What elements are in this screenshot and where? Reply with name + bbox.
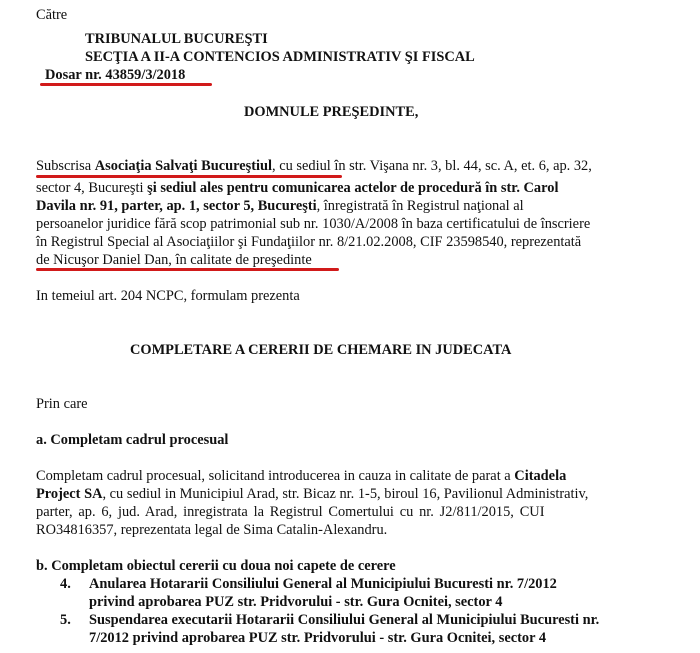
defendant-name-part1: Citadela (514, 468, 567, 484)
claim-item-5-number: 5. (60, 612, 71, 628)
salutation: DOMNULE PREŞEDINTE, (244, 104, 419, 120)
association-name: Asociaţia Salvaţi Bucureştiul (94, 158, 273, 174)
section-a-line-3: parter, ap. 6, jud. Arad, inregistrata la Registrul Comertului cu nr. J2/811/2015, CUI (36, 504, 545, 520)
representative-highlight (36, 268, 339, 271)
court-section: SECŢIA A II-A CONTENCIOS ADMINISTRATIV ŞI FISCAL (85, 49, 475, 65)
section-b-heading: b. Completam obiectul cererii cu doua noi capete de cerere (36, 558, 396, 574)
legal-basis: In temeiul art. 204 NCPC, formulam prezenta (36, 288, 300, 304)
party-line-2 (36, 179, 558, 197)
claim-item-5-line-2: 7/2012 privind aprobarea PUZ str. Pridvorului - str. Gura Ocnitei, sector 4 (89, 630, 547, 646)
party-address: , cu sediul în str. Vişana nr. 3, bl. 44, sc. A, et. 6, ap. 32, (272, 158, 592, 174)
section-a-line-1 (36, 467, 566, 485)
prin-care: Prin care (36, 396, 88, 412)
case-number: Dosar nr. 43859/3/2018 (45, 67, 186, 83)
claim-item-4-line-1: Anularea Hotararii Consiliului General al Municipiului Bucuresti nr. 7/2012 (89, 576, 557, 592)
party-sector: sector 4, Bucureşti (36, 180, 144, 196)
defendant-name-part2: Project SA (36, 486, 103, 502)
party-elected-address: Davila nr. 91, parter, ap. 1, sector 5, Bucureşti (36, 198, 317, 214)
party-intro: Subscrisa (36, 158, 92, 174)
section-a-heading: a. Completam cadrul procesual (36, 432, 229, 448)
case-number-highlight (40, 83, 212, 86)
claim-item-4-line-2: privind aprobarea PUZ str. Pridvorului - str. Gura Ocnitei, sector 4 (89, 594, 503, 610)
claim-item-4-number: 4. (60, 576, 71, 592)
section-a-line-2 (36, 485, 588, 503)
association-highlight (36, 175, 342, 178)
party-registration: , înregistrată în Registrul naţional al (316, 198, 524, 214)
document-title: COMPLETARE A CERERII DE CHEMARE IN JUDECATA (130, 342, 512, 358)
claim-item-5-line-1: Suspendarea executarii Hotararii Consiliului General al Municipiului Bucuresti nr. (89, 612, 600, 628)
party-line-1 (36, 157, 592, 175)
party-line-5: în Registrul Special al Asociaţiilor şi Fundaţiilor nr. 8/21.02.2008, CIF 23598540, reprezentată (36, 234, 582, 250)
section-a-text: Completam cadrul procesual, solicitand introducerea in cauza in calitate de parat a (36, 468, 511, 484)
section-a-line-4: RO34816357, reprezentata legal de Sima Catalin-Alexandru. (36, 522, 388, 538)
party-line-4: persoanelor juridice fără scop patrimonial sub nr. 1030/A/2008 în baza certificatului de înscriere (36, 216, 591, 232)
party-line-6: de Nicuşor Daniel Dan, în calitate de preşedinte (36, 252, 312, 268)
defendant-address: , cu sediul in Municipiul Arad, str. Bicaz nr. 1-5, biroul 16, Pavilionul Administrativ, (102, 486, 589, 502)
party-elected-seat: şi sediul ales pentru comunicarea actelor de procedură în str. Carol (147, 180, 559, 196)
party-line-3 (36, 197, 524, 215)
court-name: TRIBUNALUL BUCUREŞTI (85, 31, 268, 47)
addressee-label: Către (36, 7, 68, 23)
